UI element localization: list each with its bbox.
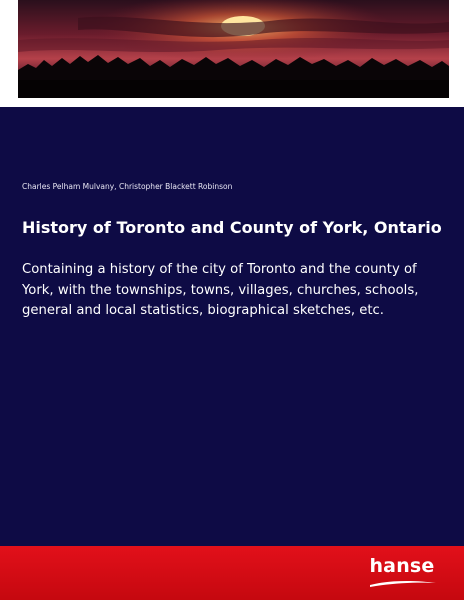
book-title: History of Toronto and County of York, Ontario	[22, 218, 442, 237]
book-subtitle: Containing a history of the city of Toronto and the county of York, with the townships, towns, villages, churches, schools, general and local statistics, biographical sketches, etc.	[22, 262, 419, 318]
cover-image-frame	[0, 0, 464, 107]
sunset-landscape-image	[18, 0, 449, 98]
publisher-logo	[356, 553, 448, 593]
author-names: Charles Pelham Mulvany, Christopher Blackett Robinson	[22, 182, 233, 191]
publisher-name: hanse	[369, 555, 435, 577]
title-panel	[0, 107, 464, 546]
sunset-illustration	[18, 0, 449, 98]
logo-swoosh-icon	[368, 578, 438, 588]
